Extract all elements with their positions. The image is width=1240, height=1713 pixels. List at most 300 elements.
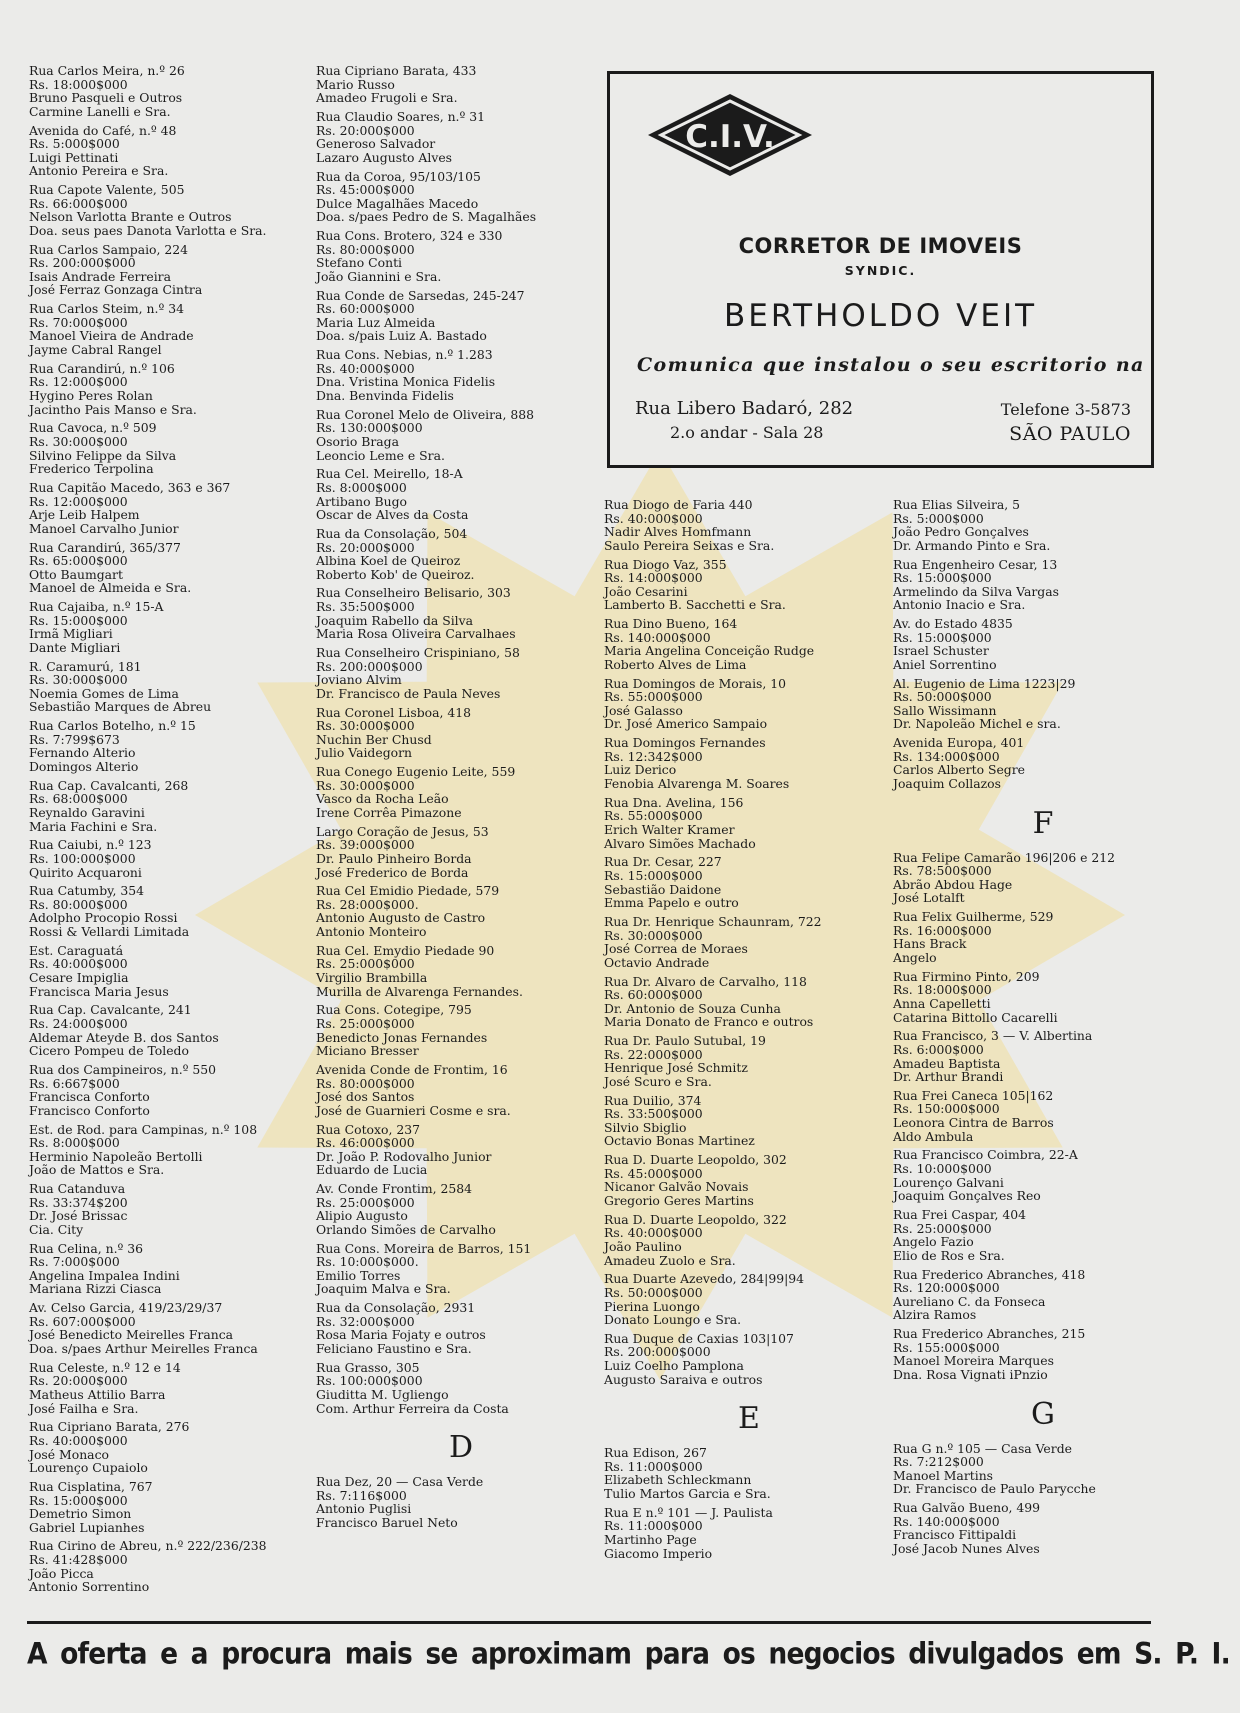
- entry-party: Emma Papelo e outro: [604, 895, 739, 911]
- listing-entry: [29, 884, 309, 938]
- listing-entry: [893, 1208, 1193, 1262]
- listing-entry: [604, 617, 894, 671]
- entry-party: Roberto Kob' de Queiroz.: [316, 566, 475, 582]
- entry-address: Rua Coronel Lisboa, 418: [316, 704, 472, 720]
- entry-party: Martinho Page: [604, 1532, 697, 1547]
- entry-party: Virgilio Brambilla: [316, 970, 428, 986]
- listing-entry: [316, 289, 606, 343]
- listing-entry: [29, 64, 309, 118]
- entry-value: Rs. 40:000$000: [29, 956, 128, 972]
- entry-address: Rua Felix Guilherme, 529: [893, 909, 1054, 925]
- listing-entry: [316, 706, 606, 760]
- entry-party: Fernando Alterio: [29, 745, 136, 761]
- listing-entry: [893, 1327, 1193, 1381]
- entry-address: Rua Carandirú, 365/377: [29, 539, 181, 555]
- listing-entry: [29, 1539, 309, 1593]
- entry-party: Joaquim Malva e Sra.: [316, 1281, 451, 1297]
- entry-value: Rs. 55:000$000: [604, 808, 703, 824]
- entry-party: Lazaro Augusto Alves: [316, 149, 453, 165]
- listing-entry: [316, 64, 606, 105]
- entry-address: Rua Coronel Melo de Oliveira, 888: [316, 406, 534, 422]
- listing-entry: [29, 1361, 309, 1415]
- listing-entry: [316, 1003, 606, 1057]
- entry-party: Irene Corrêa Pimazone: [316, 804, 462, 820]
- entry-party: Dr. Armando Pinto e Sra.: [893, 537, 1051, 553]
- entry-address: Rua Duarte Azevedo, 284|99|94: [604, 1271, 805, 1287]
- listing-entry: [316, 170, 606, 224]
- entry-value: Rs. 12:000$000: [29, 493, 128, 509]
- entry-party: Dr. Paulo Pinheiro Borda: [316, 850, 472, 866]
- entry-party: Hans Brack: [893, 936, 967, 952]
- listing-entry: [316, 1182, 606, 1236]
- entry-party: Antonio Sorrentino: [29, 1579, 150, 1595]
- entry-address: Est. de Rod. para Campinas, n.º 108: [29, 1121, 258, 1137]
- listing-entry: [29, 243, 309, 297]
- entry-party: Aniel Sorrentino: [893, 656, 997, 672]
- entry-address: Rua Duque de Caxias 103|107: [604, 1330, 794, 1346]
- entry-value: Rs. 7:116$000: [316, 1487, 407, 1503]
- entry-party: Luigi Pettinati: [29, 149, 119, 165]
- entry-party: Rossi & Vellardi Limitada: [29, 924, 190, 940]
- listing-entry: [29, 1003, 309, 1057]
- entry-party: Aureliano C. da Fonseca: [893, 1293, 1046, 1309]
- listing-entry: [893, 1089, 1193, 1143]
- entry-party: Emilio Torres: [316, 1267, 401, 1283]
- listing-entry: [893, 1148, 1193, 1202]
- entry-party: Francisca Maria Jesus: [29, 983, 169, 999]
- entry-party: José Galasso: [604, 702, 683, 718]
- entry-value: Rs. 6:667$000: [29, 1075, 120, 1091]
- entry-address: Rua Conselheiro Belisario, 303: [316, 585, 511, 601]
- entry-value: Rs. 45:000$000: [316, 182, 415, 198]
- entry-party: Francisco Baruel Neto: [316, 1514, 458, 1530]
- entry-value: Rs. 15:000$000: [893, 570, 992, 586]
- entry-value: Rs. 8:000$000: [316, 479, 407, 495]
- entry-party: João Paulino: [604, 1238, 682, 1254]
- entry-address: Rua Cons. Brotero, 324 e 330: [316, 228, 503, 244]
- entry-party: Leonora Cintra de Barros: [893, 1115, 1054, 1131]
- entry-party: Murilla de Alvarenga Fernandes.: [316, 983, 523, 999]
- entry-party: Antonio Pereira e Sra.: [29, 163, 169, 179]
- entry-party: Anna Capelletti: [893, 995, 991, 1011]
- entry-party: Artibano Bugo: [316, 493, 407, 509]
- entry-party: Alvaro Simões Machado: [604, 835, 756, 851]
- footer-slogan: A oferta e a procura mais se aproximam para os negocios divulgados em S. P. I.: [27, 1637, 1230, 1672]
- entry-party: Silvio Sbiglio: [604, 1119, 687, 1135]
- entry-address: Rua Cel. Emydio Piedade 90: [316, 942, 495, 958]
- listing-entry: [604, 1272, 894, 1326]
- entry-party: João Giannini e Sra.: [316, 268, 442, 284]
- entry-party: Armelindo da Silva Vargas: [893, 583, 1059, 599]
- entry-party: Jacintho Pais Manso e Sra.: [29, 401, 197, 417]
- entry-value: Rs. 32:000$000: [316, 1313, 415, 1329]
- ad-heading: CORRETOR DE IMOVEIS: [738, 234, 1023, 258]
- entry-address: Al. Eugenio de Lima 1223|29: [893, 675, 1076, 691]
- entry-party: Herminio Napoleão Bertolli: [29, 1148, 203, 1164]
- listing-entry: [316, 646, 606, 700]
- listing-entry: [316, 527, 606, 581]
- listing-entry: [604, 975, 894, 1029]
- ad-subheading: SYNDIC.: [844, 263, 917, 278]
- entry-value: Rs. 15:000$000: [29, 1492, 128, 1508]
- entry-party: Amadeu Zuolo e Sra.: [604, 1252, 736, 1268]
- entry-party: Oscar de Alves da Costa: [316, 507, 469, 523]
- entry-address: Rua Francisco, 3 — V. Albertina: [893, 1028, 1093, 1044]
- entry-party: Benedicto Jonas Fernandes: [316, 1029, 488, 1045]
- ad-address: Rua Libero Badaró, 282: [635, 398, 854, 419]
- entry-party: José Correa de Moraes: [604, 941, 748, 957]
- listing-entry: [316, 1475, 606, 1529]
- footer-rule: [27, 1621, 1151, 1624]
- entry-value: Rs. 28:000$000.: [316, 896, 419, 912]
- entry-value: Rs. 40:000$000: [316, 360, 415, 376]
- entry-party: Orlando Simões de Carvalho: [316, 1221, 496, 1237]
- entry-address: Rua Carlos Botelho, n.º 15: [29, 718, 196, 734]
- section-letter: F: [1032, 805, 1054, 841]
- entry-value: Rs. 40:000$000: [604, 510, 703, 526]
- entry-party: Matheus Attilio Barra: [29, 1386, 166, 1402]
- entry-value: Rs. 15:000$000: [893, 629, 992, 645]
- entry-value: Rs. 5:000$000: [29, 136, 120, 152]
- listing-entry: [893, 910, 1193, 964]
- entry-party: Domingos Alterio: [29, 758, 139, 774]
- listing-entry: [29, 362, 309, 416]
- entry-party: João Picca: [29, 1565, 94, 1581]
- listing-entry: [604, 1506, 894, 1560]
- entry-party: José Frederico de Borda: [316, 864, 469, 880]
- listing-entry: [29, 1063, 309, 1117]
- entry-party: Dr. Francisco de Paulo Parycche: [893, 1481, 1096, 1497]
- entry-party: Antonio Puglisi: [316, 1501, 412, 1517]
- entry-address: Rua Cap. Cavalcanti, 268: [29, 777, 189, 793]
- entry-value: Rs. 60:000$000: [604, 987, 703, 1003]
- entry-party: João Cesarini: [604, 583, 688, 599]
- entry-party: José Lotalft: [893, 890, 965, 906]
- entry-value: Rs. 35:500$000: [316, 599, 415, 615]
- entry-party: Luiz Derico: [604, 762, 677, 778]
- listing-column-4: [893, 498, 1193, 1561]
- listing-entry: [604, 498, 894, 552]
- entry-address: Rua Capitão Macedo, 363 e 367: [29, 479, 231, 495]
- entry-value: Rs. 10:000$000.: [316, 1254, 419, 1270]
- entry-value: Rs. 8:000$000: [29, 1135, 120, 1151]
- entry-party: Maria Donato de Franco e outros: [604, 1014, 814, 1030]
- entry-party: Angelo: [893, 949, 937, 965]
- listing-entry: [29, 1480, 309, 1534]
- entry-party: Hygino Peres Rolan: [29, 388, 153, 403]
- entry-address: Rua Catanduva: [29, 1181, 126, 1197]
- entry-party: Saulo Pereira Seixas e Sra.: [604, 537, 775, 553]
- entry-party: José dos Santos: [316, 1089, 415, 1105]
- entry-value: Rs. 16:000$000: [893, 922, 992, 938]
- listing-entry: [893, 677, 1193, 731]
- entry-party: Maria Luz Almeida: [316, 314, 436, 330]
- entry-party: Dna. Vristina Monica Fidelis: [316, 374, 496, 390]
- entry-party: José Benedicto Meirelles Franca: [29, 1327, 234, 1343]
- entry-value: Rs. 40:000$000: [604, 1225, 703, 1241]
- entry-party: Dr. Francisco de Paula Neves: [316, 685, 501, 701]
- entry-party: Generoso Salvador: [316, 136, 436, 152]
- entry-address: Avenida Europa, 401: [893, 735, 1025, 751]
- entry-party: Frederico Terpolina: [29, 461, 154, 477]
- entry-value: Rs. 130:000$000: [316, 420, 423, 436]
- entry-party: Abrão Abdou Hage: [893, 876, 1013, 892]
- entry-party: José Scuro e Sra.: [604, 1073, 712, 1089]
- entry-value: Rs. 10:000$000: [893, 1161, 992, 1177]
- entry-party: Amadeu Baptista: [893, 1055, 1001, 1071]
- entry-party: Giuditta M. Ugliengo: [316, 1386, 449, 1402]
- entry-party: Com. Arthur Ferreira da Costa: [316, 1400, 509, 1416]
- entry-party: Manoel Vieira de Andrade: [29, 328, 194, 344]
- listing-entry: [604, 1034, 894, 1088]
- listing-entry: [316, 825, 606, 879]
- entry-address: Rua Cons. Nebias, n.º 1.283: [316, 347, 493, 363]
- entry-party: Mariana Rizzi Ciasca: [29, 1281, 162, 1297]
- entry-value: Rs. 12:000$000: [29, 374, 128, 390]
- entry-party: Sebastião Marques de Abreu: [29, 699, 212, 715]
- entry-party: Rosa Maria Fojaty e outros: [316, 1327, 486, 1343]
- entry-value: Rs. 18:000$000: [893, 982, 992, 998]
- entry-address: Rua D. Duarte Leopoldo, 302: [604, 1152, 787, 1168]
- entry-party: Sebastião Daidone: [604, 881, 722, 897]
- entry-party: Bruno Pasqueli e Outros: [29, 90, 183, 106]
- entry-party: Dr. José Americo Sampaio: [604, 716, 768, 732]
- entry-value: Rs. 30:000$000: [316, 718, 415, 734]
- entry-address: Rua Conselheiro Crispiniano, 58: [316, 645, 520, 661]
- entry-party: Elio de Ros e Sra.: [893, 1247, 1005, 1263]
- entry-party: Nelson Varlotta Brante e Outros: [29, 209, 232, 225]
- listing-entry: [316, 1361, 606, 1415]
- entry-address: Rua Carandirú, n.º 106: [29, 360, 175, 376]
- entry-party: Isais Andrade Ferreira: [29, 268, 171, 284]
- entry-value: Rs. 25:000$000: [316, 956, 415, 972]
- entry-party: Octavio Bonas Martinez: [604, 1133, 755, 1149]
- entry-party: Cia. City: [29, 1221, 84, 1237]
- entry-party: Dante Migliari: [29, 639, 121, 655]
- entry-party: Dr. Arthur Brandi: [893, 1069, 1004, 1085]
- listing-entry: [29, 302, 309, 356]
- entry-party: Noemia Gomes de Lima: [29, 685, 179, 701]
- listing-entry: [893, 617, 1193, 671]
- entry-value: Rs. 15:000$000: [29, 612, 128, 628]
- entry-party: Carmine Lanelli e Sra.: [29, 103, 171, 119]
- entry-address: Rua Firmino Pinto, 209: [893, 968, 1040, 984]
- entry-address: Av. do Estado 4835: [893, 616, 1013, 632]
- entry-party: Antonio Augusto de Castro: [316, 910, 486, 926]
- entry-party: Nadir Alves Homfmann: [604, 524, 752, 540]
- entry-address: Rua Dr. Cesar, 227: [604, 854, 722, 870]
- listing-entry: [316, 586, 606, 640]
- ad-message: Comunica que instalou o seu escritorio na: [637, 354, 1145, 376]
- entry-address: Rua Cap. Cavalcante, 241: [29, 1002, 192, 1018]
- entry-address: Avenida Conde de Frontim, 16: [316, 1061, 508, 1077]
- entry-party: Manoel Moreira Marques: [893, 1353, 1054, 1369]
- entry-party: Joaquim Collazos: [893, 776, 1001, 792]
- entry-party: Jayme Cabral Rangel: [29, 342, 162, 358]
- entry-party: Cicero Pompeu de Toledo: [29, 1043, 189, 1059]
- entry-party: Nicanor Galvão Novais: [604, 1179, 749, 1195]
- entry-party: Doa. s/pais Luiz A. Bastado: [316, 328, 487, 344]
- listing-entry: [893, 498, 1193, 552]
- entry-party: Dna. Rosa Vignati iPnzio: [893, 1366, 1048, 1382]
- entry-value: Rs. 30:000$000: [604, 927, 703, 943]
- listing-entry: [604, 558, 894, 612]
- entry-party: Lamberto B. Sacchetti e Sra.: [604, 597, 786, 613]
- entry-party: Dr. José Brissac: [29, 1208, 128, 1224]
- entry-value: Rs. 24:000$000: [29, 1016, 128, 1031]
- entry-value: Rs. 6:000$000: [893, 1041, 984, 1057]
- listing-entry: [604, 1153, 894, 1207]
- listing-entry: [29, 719, 309, 773]
- entry-value: Rs. 46:000$000: [316, 1135, 415, 1151]
- ad-company-name: BERTHOLDO VEIT: [723, 298, 1038, 334]
- entry-party: Reynaldo Garavini: [29, 804, 145, 820]
- entry-value: Rs. 155:000$000: [893, 1339, 1000, 1355]
- listing-entry: [316, 467, 606, 521]
- listing-entry: [893, 1029, 1193, 1083]
- entry-party: Gabriel Lupianhes: [29, 1519, 145, 1535]
- entry-value: Rs. 25:000$000: [893, 1220, 992, 1236]
- advertisement-box: [607, 71, 1154, 468]
- entry-party: Sallo Wissimann: [893, 702, 997, 718]
- entry-address: Rua Francisco Coimbra, 22-A: [893, 1147, 1078, 1163]
- listing-entry: [893, 851, 1193, 905]
- entry-address: Rua Frei Caspar, 404: [893, 1207, 1027, 1222]
- entry-party: Maria Rosa Oliveira Carvalhaes: [316, 626, 516, 642]
- listing-entry: [29, 600, 309, 654]
- logo-text: C.I.V.: [685, 119, 775, 155]
- entry-address: Rua da Consolação, 2931: [316, 1300, 476, 1316]
- listing-entry: [316, 229, 606, 283]
- entry-value: Rs. 12:342$000: [604, 748, 703, 764]
- entry-address: Rua Claudio Soares, n.º 31: [316, 108, 486, 124]
- entry-value: Rs. 200:000$000: [29, 255, 136, 271]
- entry-value: Rs. 100:000$000: [316, 1373, 423, 1389]
- entry-value: Rs. 80:000$000: [316, 241, 415, 257]
- entry-party: Gregorio Geres Martins: [604, 1192, 754, 1208]
- listing-column-3: [604, 498, 894, 1565]
- entry-party: Feliciano Faustino e Sra.: [316, 1341, 472, 1356]
- entry-value: Rs. 120:000$000: [893, 1280, 1000, 1296]
- listing-entry: [29, 1301, 309, 1355]
- listing-entry: [893, 1442, 1193, 1496]
- entry-party: Dulce Magalhães Macedo: [316, 195, 479, 211]
- entry-value: Rs. 140:000$000: [893, 1513, 1000, 1529]
- entry-party: Miciano Bresser: [316, 1043, 419, 1059]
- entry-address: Rua Diogo de Faria 440: [604, 497, 753, 512]
- entry-address: Rua D. Duarte Leopoldo, 322: [604, 1211, 787, 1227]
- entry-address: Rua Cisplatina, 767: [29, 1478, 153, 1494]
- entry-party: Joaquim Rabello da Silva: [316, 612, 474, 628]
- listing-entry: [604, 1213, 894, 1267]
- entry-address: Rua Catumby, 354: [29, 883, 145, 899]
- entry-address: Rua Cajaiba, n.º 15-A: [29, 599, 164, 615]
- entry-party: Erich Walter Kramer: [604, 822, 735, 837]
- entry-party: Leoncio Leme e Sra.: [316, 447, 445, 463]
- entry-party: Francisco Fittipaldi: [893, 1527, 1017, 1543]
- entry-address: Rua Dez, 20 — Casa Verde: [316, 1474, 484, 1490]
- entry-value: Rs. 11:000$000: [604, 1518, 703, 1534]
- entry-address: Rua Diogo Vaz, 355: [604, 556, 727, 572]
- listing-entry: [893, 970, 1193, 1024]
- entry-value: Rs. 20:000$000: [316, 539, 415, 555]
- entry-address: Rua Edison, 267: [604, 1445, 707, 1461]
- ad-floor: 2.o andar - Sala 28: [670, 423, 824, 442]
- entry-value: Rs. 33:500$000: [604, 1106, 703, 1122]
- entry-party: Irmã Migliari: [29, 626, 113, 642]
- entry-party: Augusto Saraiva e outros: [604, 1371, 763, 1387]
- entry-address: Rua Domingos de Morais, 10: [604, 675, 787, 691]
- entry-party: José de Guarnieri Cosme e sra.: [316, 1102, 511, 1118]
- entry-address: Rua Cel. Meirello, 18-A: [316, 466, 463, 482]
- entry-address: Rua G n.º 105 — Casa Verde: [893, 1440, 1072, 1456]
- entry-address: Rua Dr. Alvaro de Carvalho, 118: [604, 973, 807, 989]
- entry-party: Arje Leib Halpem: [29, 507, 140, 523]
- listing-entry: [29, 481, 309, 535]
- entry-party: Roberto Alves de Lima: [604, 656, 747, 672]
- entry-value: Rs. 150:000$000: [893, 1101, 1000, 1117]
- entry-value: Rs. 20:000$000: [29, 1373, 128, 1389]
- entry-value: Rs. 22:000$000: [604, 1046, 703, 1062]
- entry-party: João de Mattos e Sra.: [29, 1162, 165, 1178]
- entry-party: Joaquim Gonçalves Reo: [893, 1188, 1041, 1204]
- listing-entry: [316, 944, 606, 998]
- entry-party: José Failha e Sra.: [29, 1400, 139, 1416]
- entry-party: Carlos Alberto Segre: [893, 762, 1025, 778]
- listing-entry: [29, 183, 309, 237]
- listing-entry: [29, 1123, 309, 1177]
- entry-party: José Ferraz Gonzaga Cintra: [29, 282, 203, 298]
- entry-party: Demetrio Simon: [29, 1506, 132, 1522]
- entry-party: Alzira Ramos: [893, 1307, 977, 1323]
- entry-value: Rs. 100:000$000: [29, 850, 136, 866]
- entry-party: Antonio Monteiro: [316, 924, 427, 940]
- entry-address: Rua Elias Silveira, 5: [893, 497, 1021, 512]
- section-letter: G: [1031, 1396, 1055, 1432]
- listing-entry: [29, 421, 309, 475]
- entry-party: Tulio Martos Garcia e Sra.: [604, 1486, 771, 1502]
- entry-address: Rua Frederico Abranches, 418: [893, 1266, 1086, 1282]
- entry-party: Adolpho Procopio Rossi: [29, 910, 178, 926]
- entry-value: Rs. 70:000$000: [29, 314, 128, 330]
- entry-party: Dr. Antonio de Souza Cunha: [604, 1000, 781, 1016]
- listing-entry: [604, 1332, 894, 1386]
- listing-entry: [604, 915, 894, 969]
- entry-party: Pierina Luongo: [604, 1298, 700, 1314]
- listing-entry: [604, 1094, 894, 1148]
- entry-party: Henrique José Schmitz: [604, 1060, 748, 1076]
- entry-value: Rs. 40:000$000: [29, 1432, 128, 1448]
- entry-party: Otto Baumgart: [29, 566, 123, 582]
- entry-party: Octavio Andrade: [604, 954, 710, 970]
- listing-entry: [29, 660, 309, 714]
- entry-value: Rs. 5:000$000: [893, 510, 984, 526]
- entry-party: Francisco Conforto: [29, 1102, 150, 1118]
- entry-party: Francisca Conforto: [29, 1089, 150, 1105]
- entry-value: Rs. 41:428$000: [29, 1552, 128, 1568]
- section-letter: D: [448, 1430, 474, 1466]
- entry-address: Rua Dr. Henrique Schaunram, 722: [604, 913, 822, 929]
- entry-party: Giacomo Imperio: [604, 1545, 713, 1561]
- entry-party: Quirito Acquaroni: [29, 864, 142, 880]
- entry-address: Rua Felipe Camarão 196|206 e 212: [893, 849, 1116, 865]
- entry-party: Luiz Coelho Pamplona: [604, 1358, 744, 1374]
- entry-address: Rua Duilio, 374: [604, 1092, 702, 1108]
- entry-party: José Monaco: [29, 1446, 109, 1462]
- entry-party: Doa. s/paes Arthur Meirelles Franca: [29, 1341, 258, 1356]
- entry-party: Amadeo Frugoli e Sra.: [316, 90, 458, 106]
- entry-address: Rua Galvão Bueno, 499: [893, 1500, 1041, 1516]
